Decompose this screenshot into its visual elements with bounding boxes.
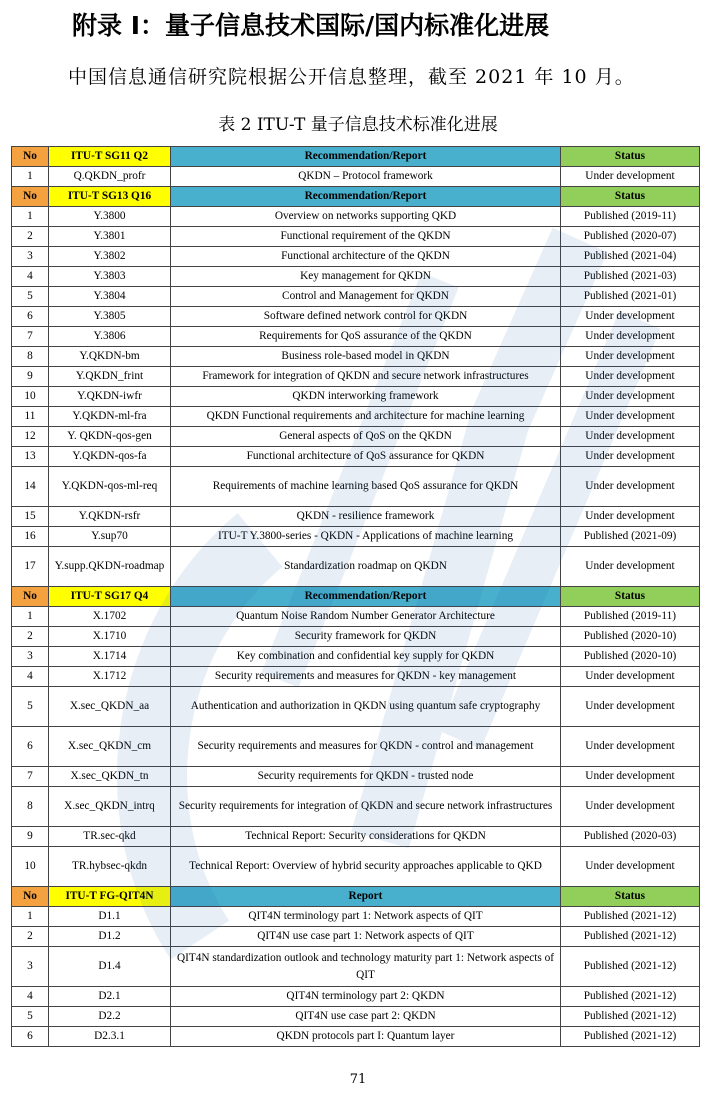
status-cell: Published (2020-03)	[561, 827, 700, 847]
table-row	[12, 467, 700, 507]
status-cell: Published (2021-03)	[561, 267, 700, 287]
row-number-cell: 9	[12, 367, 49, 387]
table-row	[12, 687, 700, 727]
standard-id-cell: X.1702	[49, 607, 171, 627]
row-number-cell: 8	[12, 347, 49, 367]
recommendation-header-cell: Recommendation/Report	[171, 587, 561, 607]
table-row	[12, 207, 700, 227]
row-number-cell: 3	[12, 647, 49, 667]
standard-title-cell: Business role-based model in QKDN	[171, 347, 561, 367]
row-number-cell: 14	[12, 467, 49, 507]
table-row	[12, 767, 700, 787]
standard-id-cell: Y. QKDN-qos-gen	[49, 427, 171, 447]
row-number-cell: 17	[12, 547, 49, 587]
standard-title-cell: QKDN Functional requirements and architecture for machine learning	[171, 407, 561, 427]
status-cell: Under development	[561, 387, 700, 407]
table-row	[12, 387, 700, 407]
standard-title-cell: QKDN – Protocol framework	[171, 167, 561, 187]
standard-id-cell: X.1714	[49, 647, 171, 667]
standard-id-cell: Y.3806	[49, 327, 171, 347]
row-number-cell: 15	[12, 507, 49, 527]
row-number-cell: 5	[12, 687, 49, 727]
table-row	[12, 1027, 700, 1047]
status-cell: Under development	[561, 347, 700, 367]
standard-id-cell: TR.sec-qkd	[49, 827, 171, 847]
status-cell: Under development	[561, 847, 700, 887]
page-number: 71	[349, 1072, 367, 1087]
row-number-cell: 5	[12, 287, 49, 307]
status-cell: Published (2020-10)	[561, 647, 700, 667]
standard-id-cell: D1.1	[49, 907, 171, 927]
table-row	[12, 347, 700, 367]
table-row	[12, 907, 700, 927]
standard-title-cell: Framework for integration of QKDN and secure network infrastructures	[171, 367, 561, 387]
standard-id-cell: D2.2	[49, 1007, 171, 1027]
standard-title-cell: Overview on networks supporting QKD	[171, 207, 561, 227]
row-number-cell: 6	[12, 307, 49, 327]
no-header-cell: No	[12, 887, 49, 907]
group-name-cell: ITU-T SG13 Q16	[49, 187, 171, 207]
row-number-cell: 9	[12, 827, 49, 847]
standard-title-cell: General aspects of QoS on the QKDN	[171, 427, 561, 447]
status-cell: Published (2021-12)	[561, 987, 700, 1007]
standard-id-cell: Q.QKDN_profr	[49, 167, 171, 187]
standard-title-cell: Requirements of machine learning based QoS assurance for QKDN	[171, 467, 561, 507]
status-cell: Under development	[561, 667, 700, 687]
status-header-cell: Status	[561, 887, 700, 907]
standard-id-cell: Y.3802	[49, 247, 171, 267]
table-row	[12, 507, 700, 527]
standard-id-cell: Y.sup70	[49, 527, 171, 547]
status-cell: Under development	[561, 467, 700, 507]
row-number-cell: 6	[12, 727, 49, 767]
standard-title-cell: Functional architecture of the QKDN	[171, 247, 561, 267]
row-number-cell: 10	[12, 847, 49, 887]
table-row	[12, 307, 700, 327]
status-cell: Under development	[561, 407, 700, 427]
row-number-cell: 8	[12, 787, 49, 827]
row-number-cell: 11	[12, 407, 49, 427]
standard-id-cell: Y.QKDN-qos-fa	[49, 447, 171, 467]
table-row	[12, 447, 700, 467]
standard-title-cell: Software defined network control for QKDN	[171, 307, 561, 327]
standard-id-cell: Y.QKDN-qos-ml-req	[49, 467, 171, 507]
standard-title-cell: ITU-T Y.3800-series - QKDN - Applications of machine learning	[171, 527, 561, 547]
status-cell: Under development	[561, 507, 700, 527]
table-row	[12, 267, 700, 287]
row-number-cell: 2	[12, 227, 49, 247]
standard-title-cell: Quantum Noise Random Number Generator Architecture	[171, 607, 561, 627]
recommendation-header-cell: Report	[171, 887, 561, 907]
standard-id-cell: X.sec_QKDN_intrq	[49, 787, 171, 827]
row-number-cell: 16	[12, 527, 49, 547]
no-header-cell: No	[12, 187, 49, 207]
standard-title-cell: Standardization roadmap on QKDN	[171, 547, 561, 587]
standard-title-cell: QKDN protocols part I: Quantum layer	[171, 1027, 561, 1047]
table-row	[12, 327, 700, 347]
row-number-cell: 4	[12, 267, 49, 287]
standard-title-cell: Security requirements and measures for QKDN - key management	[171, 667, 561, 687]
standard-id-cell: Y.QKDN-bm	[49, 347, 171, 367]
standard-id-cell: Y.QKDN-rsfr	[49, 507, 171, 527]
standard-title-cell: Functional requirement of the QKDN	[171, 227, 561, 247]
standard-id-cell: Y.3804	[49, 287, 171, 307]
standard-id-cell: TR.hybsec-qkdn	[49, 847, 171, 887]
table-row	[12, 607, 700, 627]
table-row	[12, 847, 700, 887]
status-cell: Published (2021-01)	[561, 287, 700, 307]
standards-table-body	[12, 147, 700, 1047]
table-row	[12, 287, 700, 307]
status-header-cell: Status	[561, 147, 700, 167]
group-header-row	[12, 887, 700, 907]
status-cell: Published (2020-07)	[561, 227, 700, 247]
table-row	[12, 947, 700, 987]
group-name-cell: ITU-T SG11 Q2	[49, 147, 171, 167]
table-row	[12, 1007, 700, 1027]
standard-title-cell: Control and Management for QKDN	[171, 287, 561, 307]
standard-title-cell: Requirements for QoS assurance of the QKDN	[171, 327, 561, 347]
table-row	[12, 647, 700, 667]
table-row	[12, 407, 700, 427]
status-cell: Published (2019-11)	[561, 607, 700, 627]
status-cell: Published (2021-12)	[561, 947, 700, 987]
standard-id-cell: X.sec_QKDN_cm	[49, 727, 171, 767]
standard-id-cell: Y.supp.QKDN-roadmap	[49, 547, 171, 587]
standard-title-cell: QIT4N use case part 2: QKDN	[171, 1007, 561, 1027]
table-row	[12, 427, 700, 447]
row-number-cell: 1	[12, 167, 49, 187]
row-number-cell: 12	[12, 427, 49, 447]
standard-title-cell: Key combination and confidential key supply for QKDN	[171, 647, 561, 667]
source-note: 中国信息通信研究院根据公开信息整理，截至 2021 年 10 月。	[68, 66, 635, 88]
group-name-cell: ITU-T SG17 Q4	[49, 587, 171, 607]
group-header-row	[12, 587, 700, 607]
status-cell: Published (2021-12)	[561, 907, 700, 927]
row-number-cell: 10	[12, 387, 49, 407]
standard-id-cell: Y.QKDN-iwfr	[49, 387, 171, 407]
no-header-cell: No	[12, 587, 49, 607]
recommendation-header-cell: Recommendation/Report	[171, 187, 561, 207]
standard-id-cell: Y.3800	[49, 207, 171, 227]
table-row	[12, 527, 700, 547]
standard-id-cell: X.1710	[49, 627, 171, 647]
standard-title-cell: Authentication and authorization in QKDN using quantum safe cryptography	[171, 687, 561, 727]
status-cell: Under development	[561, 367, 700, 387]
group-name-cell: ITU-T FG-QIT4N	[49, 887, 171, 907]
status-cell: Under development	[561, 327, 700, 347]
row-number-cell: 4	[12, 667, 49, 687]
table-row	[12, 547, 700, 587]
status-cell: Under development	[561, 727, 700, 767]
table-row	[12, 827, 700, 847]
table-caption: 表 2 ITU-T 量子信息技术标准化进展	[218, 115, 498, 135]
status-cell: Under development	[561, 307, 700, 327]
row-number-cell: 1	[12, 207, 49, 227]
standard-id-cell: X.sec_QKDN_tn	[49, 767, 171, 787]
status-cell: Under development	[561, 687, 700, 727]
status-cell: Published (2021-12)	[561, 927, 700, 947]
status-cell: Published (2021-12)	[561, 1027, 700, 1047]
standard-id-cell: X.1712	[49, 667, 171, 687]
table-row	[12, 787, 700, 827]
row-number-cell: 13	[12, 447, 49, 467]
appendix-heading: 附录 I：量子信息技术国际/国内标准化进展	[72, 11, 550, 40]
standard-id-cell: X.sec_QKDN_aa	[49, 687, 171, 727]
table-row	[12, 627, 700, 647]
no-header-cell: No	[12, 147, 49, 167]
standard-title-cell: QIT4N use case part 1: Network aspects of QIT	[171, 927, 561, 947]
status-cell: Published (2019-11)	[561, 207, 700, 227]
status-header-cell: Status	[561, 187, 700, 207]
standard-id-cell: Y.3801	[49, 227, 171, 247]
standard-title-cell: QIT4N standardization outlook and technology maturity part 1: Network aspects of QIT	[171, 947, 561, 987]
standard-id-cell: D1.2	[49, 927, 171, 947]
standard-title-cell: Security requirements for integration of QKDN and secure network infrastructures	[171, 787, 561, 827]
standard-id-cell: Y.QKDN-ml-fra	[49, 407, 171, 427]
table-row	[12, 227, 700, 247]
status-cell: Under development	[561, 167, 700, 187]
row-number-cell: 1	[12, 607, 49, 627]
standard-id-cell: Y.QKDN_frint	[49, 367, 171, 387]
row-number-cell: 2	[12, 627, 49, 647]
recommendation-header-cell: Recommendation/Report	[171, 147, 561, 167]
standard-title-cell: QKDN - resilience framework	[171, 507, 561, 527]
standard-id-cell: D2.3.1	[49, 1027, 171, 1047]
row-number-cell: 4	[12, 987, 49, 1007]
table-row	[12, 167, 700, 187]
standard-title-cell: QIT4N terminology part 2: QKDN	[171, 987, 561, 1007]
row-number-cell: 7	[12, 327, 49, 347]
standard-title-cell: Security requirements for QKDN - trusted node	[171, 767, 561, 787]
standard-title-cell: Technical Report: Security considerations for QKDN	[171, 827, 561, 847]
standard-title-cell: Security requirements and measures for QKDN - control and management	[171, 727, 561, 767]
table-row	[12, 367, 700, 387]
row-number-cell: 6	[12, 1027, 49, 1047]
standard-title-cell: Key management for QKDN	[171, 267, 561, 287]
row-number-cell: 2	[12, 927, 49, 947]
standard-title-cell: Functional architecture of QoS assurance for QKDN	[171, 447, 561, 467]
row-number-cell: 1	[12, 907, 49, 927]
standard-id-cell: Y.3805	[49, 307, 171, 327]
status-cell: Under development	[561, 767, 700, 787]
row-number-cell: 3	[12, 247, 49, 267]
status-cell: Under development	[561, 427, 700, 447]
status-cell: Published (2020-10)	[561, 627, 700, 647]
table-row	[12, 247, 700, 267]
status-header-cell: Status	[561, 587, 700, 607]
standard-id-cell: Y.3803	[49, 267, 171, 287]
group-header-row	[12, 147, 700, 167]
table-row	[12, 727, 700, 767]
standard-title-cell: Technical Report: Overview of hybrid security approaches applicable to QKD	[171, 847, 561, 887]
table-row	[12, 927, 700, 947]
standard-title-cell: Security framework for QKDN	[171, 627, 561, 647]
status-cell: Published (2021-12)	[561, 1007, 700, 1027]
status-cell: Under development	[561, 447, 700, 467]
group-header-row	[12, 187, 700, 207]
status-cell: Under development	[561, 547, 700, 587]
standards-table	[11, 146, 700, 1047]
row-number-cell: 7	[12, 767, 49, 787]
row-number-cell: 3	[12, 947, 49, 987]
status-cell: Published (2021-09)	[561, 527, 700, 547]
row-number-cell: 5	[12, 1007, 49, 1027]
standard-id-cell: D2.1	[49, 987, 171, 1007]
standard-id-cell: D1.4	[49, 947, 171, 987]
table-row	[12, 667, 700, 687]
standard-title-cell: QIT4N terminology part 1: Network aspects of QIT	[171, 907, 561, 927]
status-cell: Published (2021-04)	[561, 247, 700, 267]
standard-title-cell: QKDN interworking framework	[171, 387, 561, 407]
status-cell: Under development	[561, 787, 700, 827]
table-row	[12, 987, 700, 1007]
